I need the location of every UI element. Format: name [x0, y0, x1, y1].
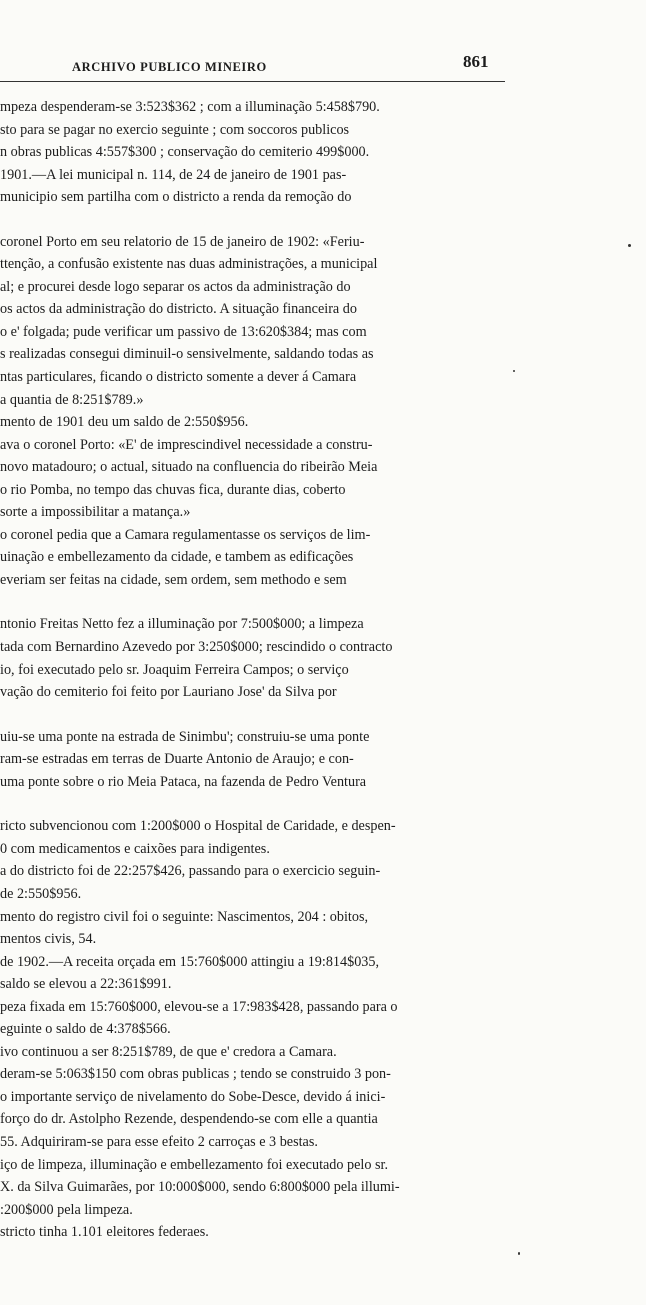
text-line: vação do cemiterio foi feito por Lauriano Jose' da Silva por: [0, 684, 337, 701]
body-text: [0, 96, 510, 1244]
text-line: os actos da administração do districto. A situação financeira do: [0, 301, 357, 318]
text-line: [0, 793, 510, 815]
text-line: :200$000 pela limpeza.: [0, 1201, 133, 1218]
text-line: al; e procurei desde logo separar os actos da administração do: [0, 278, 351, 295]
text-line: everiam ser feitas na cidade, sem ordem, sem methodo e sem: [0, 571, 347, 588]
text-line: ntonio Freitas Netto fez a illuminação por 7:500$000; a limpeza: [0, 616, 364, 633]
text-line: sto para se pagar no exercio seguinte ; com soccoros publicos: [0, 121, 350, 138]
text-line: a quantia de 8:251$789.»: [0, 391, 144, 408]
text-line: 55. Adquiriram-se para esse efeito 2 carroças e 3 bestas.: [0, 1133, 318, 1150]
text-line: tada com Bernardino Azevedo por 3:250$000; rescindido o contracto: [0, 639, 393, 656]
paper-speck: [628, 244, 631, 247]
text-line: uinação e embellezamento da cidade, e tambem as edificações: [0, 549, 354, 566]
text-line: mento de 1901 deu um saldo de 2:550$956.: [0, 414, 249, 431]
text-line: forço do dr. Astolpho Rezende, despendendo-se com elle a quantia: [0, 1111, 378, 1128]
text-line: ntas particulares, ficando o districto somente a dever á Camara: [0, 369, 357, 386]
text-line: io, foi executado pelo sr. Joaquim Ferreira Campos; o serviço: [0, 661, 349, 678]
text-line: uiu-se uma ponte na estrada de Sinimbu'; construiu-se uma ponte: [0, 728, 370, 745]
text-line: [0, 704, 510, 726]
text-line: deram-se 5:063$150 com obras publicas ; tendo se construido 3 pon-: [0, 1066, 391, 1083]
text-line: saldo se elevou a 22:361$991.: [0, 976, 172, 993]
paper-speck: [513, 370, 515, 372]
text-line: a do districto foi de 22:257$426, passando para o exercicio seguin-: [0, 863, 381, 880]
text-line: 0 com medicamentos e caixões para indigentes.: [0, 840, 270, 857]
running-title: ARCHIVO PUBLICO MINEIRO: [72, 60, 267, 74]
text-line: municipio sem partilha com o districto a renda da remoção do: [0, 189, 352, 206]
text-line: 1901.—A lei municipal n. 114, de 24 de janeiro de 1901 pas-: [0, 166, 347, 183]
text-line: coronel Porto em seu relatorio de 15 de janeiro de 1902: «Feriu-: [0, 233, 365, 250]
text-line: mento do registro civil foi o seguinte: Nascimentos, 204 : obitos,: [0, 908, 369, 925]
text-line: o e' folgada; pude verificar um passivo de 13:620$384; mas com: [0, 323, 367, 340]
text-line: ava o coronel Porto: «E' de imprescindivel necessidade a constru-: [0, 436, 373, 453]
text-line: o importante serviço de nivelamento do Sobe-Desce, devido á inici-: [0, 1088, 386, 1105]
text-line: iço de limpeza, illuminação e embellezamento foi executado pelo sr.: [0, 1156, 389, 1173]
page-number: 861: [463, 52, 489, 71]
text-line: n obras publicas 4:557$300 ; conservação do cemiterio 499$000.: [0, 144, 370, 161]
text-line: o rio Pomba, no tempo das chuvas fica, durante dias, coberto: [0, 481, 346, 498]
text-line: novo matadouro; o actual, situado na confluencia do ribeirão Meia: [0, 459, 378, 476]
text-line: ttenção, a confusão existente nas duas administrações, a municipal: [0, 256, 378, 273]
text-line: uma ponte sobre o rio Meia Pataca, na fazenda de Pedro Ventura: [0, 773, 367, 790]
text-line: mpeza despenderam-se 3:523$362 ; com a illuminação 5:458$790.: [0, 99, 380, 115]
text-line: s realizadas consegui diminuil-o sensivelmente, saldando todas as: [0, 346, 374, 363]
page-header: [0, 52, 646, 82]
text-line: de 1902.—A receita orçada em 15:760$000 attingiu a 19:814$035,: [0, 953, 380, 970]
text-line: ivo continuou a ser 8:251$789, de que e' credora a Camara.: [0, 1043, 337, 1060]
paper-speck: [518, 1252, 520, 1255]
text-line: [0, 209, 510, 231]
text-line: peza fixada em 15:760$000, elevou-se a 17:983$428, passando para o: [0, 998, 398, 1015]
text-line: ricto subvencionou com 1:200$000 o Hospital de Caridade, e despen-: [0, 818, 396, 835]
text-line: ram-se estradas em terras de Duarte Antonio de Araujo; e con-: [0, 751, 354, 768]
text-line: eguinte o saldo de 4:378$566.: [0, 1021, 171, 1038]
text-line: [0, 591, 510, 613]
header-rule: [0, 81, 505, 82]
text-line: stricto tinha 1.101 eleitores federaes.: [0, 1224, 209, 1241]
text-line: X. da Silva Guimarães, por 10:000$000, sendo 6:800$000 pela illumi-: [0, 1179, 400, 1196]
text-line: o coronel pedia que a Camara regulamentasse os serviços de lim-: [0, 526, 371, 543]
text-line: de 2:550$956.: [0, 885, 82, 902]
text-line: sorte a impossibilitar a matança.»: [0, 504, 191, 521]
text-line: mentos civis, 54.: [0, 931, 97, 948]
